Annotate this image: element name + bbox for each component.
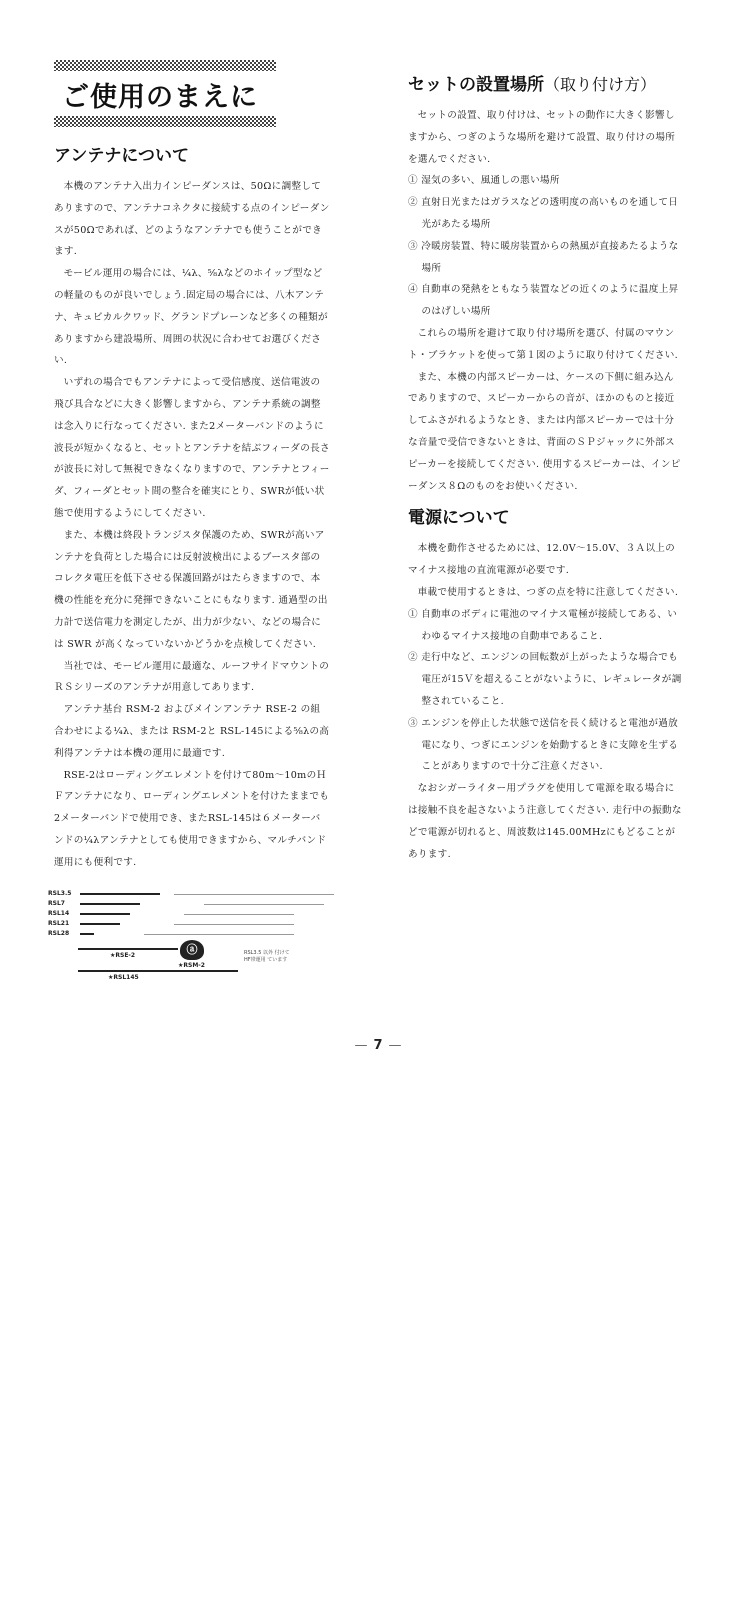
- checker-border-bottom: [54, 116, 276, 127]
- figure-label-rsm2: ★RSM-2: [178, 961, 205, 969]
- install-paragraph: また、本機の内部スピーカーは、ケースの下側に組み込んでありますので、スピーカーからの音が、ほかのものと接近してふさがれるようなとき、または内部スピーカーでは十分な音量で受信できないときは、背面のＳＰジャックに外部スピーカーを接続してください. 使用するスピーカーは、インピーダンス８Ωのものをお使いください.: [408, 371, 681, 492]
- figure-faint-line: [204, 904, 324, 905]
- figure-note-line2: HF帯運用 ています: [244, 956, 288, 963]
- antenna-paragraph: RSE-2はローディングエレメントを付けて80m～10mのＨＦアンテナになり、ローディングエレメントを付けたままでも2メーターバンドで使用でき、またRSL-145は６メーターバンドの¼λアンテナとしても使用できますから、マルチバンド運用にも便利です.: [54, 769, 330, 868]
- figure-label-rsl145: ★RSL145: [108, 973, 139, 981]
- figure-faint-line: [184, 914, 294, 915]
- figure-label-rsl28: RSL28: [48, 929, 70, 937]
- install-heading: [408, 70, 682, 95]
- figure-element-bar: [80, 913, 130, 915]
- rsm-mount-icon: ⓐ: [180, 940, 204, 960]
- figure-element-bar: [80, 903, 140, 905]
- antenna-paragraph: 本機のアンテナ入出力インピーダンスは、50Ωに調整してありますので、アンテナコネクタに接続する点のインピーダンスが50Ωであれば、どのようなアンテナでも使うことができます.: [54, 181, 330, 258]
- figure-element-bar: [80, 893, 160, 895]
- install-item: ④ 自動車の発熱をともなう装置などの近くのように温度上昇のはげしい場所: [408, 284, 679, 318]
- antenna-paragraph: モービル運用の場合には、¼λ、⅝λなどのホイップ型などの軽量のものが良いでしょう.固定局の場合には、八木アンテナ、キュビカルクワッド、グランドプレーンなど多くの種類がありますから建設場所、周囲の状況に合わせてお選びください.: [54, 268, 328, 367]
- figure-element-bar: [80, 923, 120, 925]
- page-number-block: [0, 1038, 756, 1053]
- figure-faint-line: [144, 934, 294, 935]
- figure-note-line1: RSL3.5 以外 付けて: [244, 949, 290, 956]
- dash-right: —: [388, 1038, 402, 1053]
- figure-rse-bar: [78, 948, 178, 950]
- dash-left: —: [354, 1038, 368, 1053]
- left-column: [48, 60, 330, 983]
- install-intro: セットの設置、取り付けは、セットの動作に大きく影響しますから、つぎのような場所を避けて設置、取り付けの場所を選んでください.: [408, 110, 676, 165]
- install-item: ① 湿気の多い、風通しの悪い場所: [408, 175, 560, 187]
- figure-label-rsl7: RSL7: [48, 899, 65, 907]
- checker-border-top: [54, 60, 276, 71]
- install-heading-main: セットの設置場所: [408, 75, 544, 95]
- page-title-block: [54, 60, 276, 127]
- power-item: ② 走行中など、エンジンの回転数が上がったような場合でも電圧が15Ｖを超えることがないように、レギュレータが調整されていること.: [408, 652, 682, 707]
- figure-element-bar: [80, 933, 94, 935]
- antenna-paragraph: いずれの場合でもアンテナによって受信感度、送信電波の飛び具合などに大きく影響しますから、アンテナ系統の調整は念入りに行なってください. また2メーターバンドのように波長が短かくなると、セットとアンテナを結ぶフィーダの長さが波長に対して無視できなくなりますので、アンテナとフィーダ、フィーダとセット間の整合を確実にとり、SWRが低い状態で使用するようにしてください.: [54, 377, 330, 519]
- figure-rsl145-bar: [78, 970, 238, 972]
- figure-faint-line: [174, 894, 334, 895]
- antenna-heading: アンテナについて: [54, 146, 189, 166]
- antenna-paragraph: 当社では、モービル運用に最適な、ルーフサイドマウントのＲＳシリーズのアンテナが用意してあります.: [54, 660, 330, 694]
- page-title: ご使用のまえに: [62, 82, 258, 113]
- figure-faint-line: [174, 924, 294, 925]
- figure-label-rsl14: RSL14: [48, 909, 70, 917]
- power-heading: 電源について: [408, 508, 510, 529]
- figure-label-rse2: ★RSE-2: [110, 951, 136, 959]
- figure-label-rsl3-5: RSL3.5: [48, 889, 72, 897]
- power-intro: 本機を動作させるためには、12.0V～15.0V、３Ａ以上のマイナス接地の直流電源が必要です.: [408, 543, 676, 577]
- figure-label-rsl21: RSL21: [48, 919, 70, 927]
- right-column: [408, 60, 682, 865]
- antenna-paragraph: また、本機は終段トランジスタ保護のため、SWRが高いアンテナを負荷とした場合には反射波検出によるブースタ部のコレクタ電圧を低下させる保護回路がはたらきますので、本機の性能を充分に発揮できないことにもなります. 通過型の出力計で送信電力を測定したが、出力が少ない、などの場合には SWR が高くなっていないかどうかを点検してください.: [54, 529, 328, 650]
- page-number: 7: [373, 1038, 383, 1053]
- antenna-figure: [48, 888, 344, 983]
- power-item: ① 自動車のボディに電池のマイナス電極が接続してある、いわゆるマイナス接地の自動車であること.: [408, 608, 678, 642]
- antenna-paragraph: アンテナ基台 RSM-2 およびメインアンテナ RSE-2 の組合わせによる¼λ、または RSM-2と RSL-145による⅝λの高利得アンテナは本機の運用に最適です.: [54, 704, 330, 759]
- install-item: ③ 冷暖房装置、特に暖房装置からの熱風が直接あたるような場所: [408, 240, 679, 274]
- install-item: ② 直射日光またはガラスなどの透明度の高いものを通して日光があたる場所: [408, 197, 679, 230]
- power-intro: 車載で使用するときは、つぎの点を特に注意してください.: [417, 586, 679, 598]
- install-heading-sub: （取り付け方）: [544, 75, 657, 94]
- power-item: ③ エンジンを停止した状態で送信を長く続けると電池が過放電になり、つぎにエンジンを始動するときに支障を生ずることがありますので十分ご注意ください.: [408, 717, 679, 773]
- power-paragraph: なおシガーライター用プラグを使用して電源を取る場合には接触不良を起さないよう注意してください. 走行中の振動などで電源が切れると、周波数は145.00MHzにもどることがあります.: [408, 783, 682, 860]
- install-paragraph: これらの場所を避けて取り付け場所を選び、付属のマウント・ブラケットを使って第１図のように取り付けてください.: [408, 327, 678, 361]
